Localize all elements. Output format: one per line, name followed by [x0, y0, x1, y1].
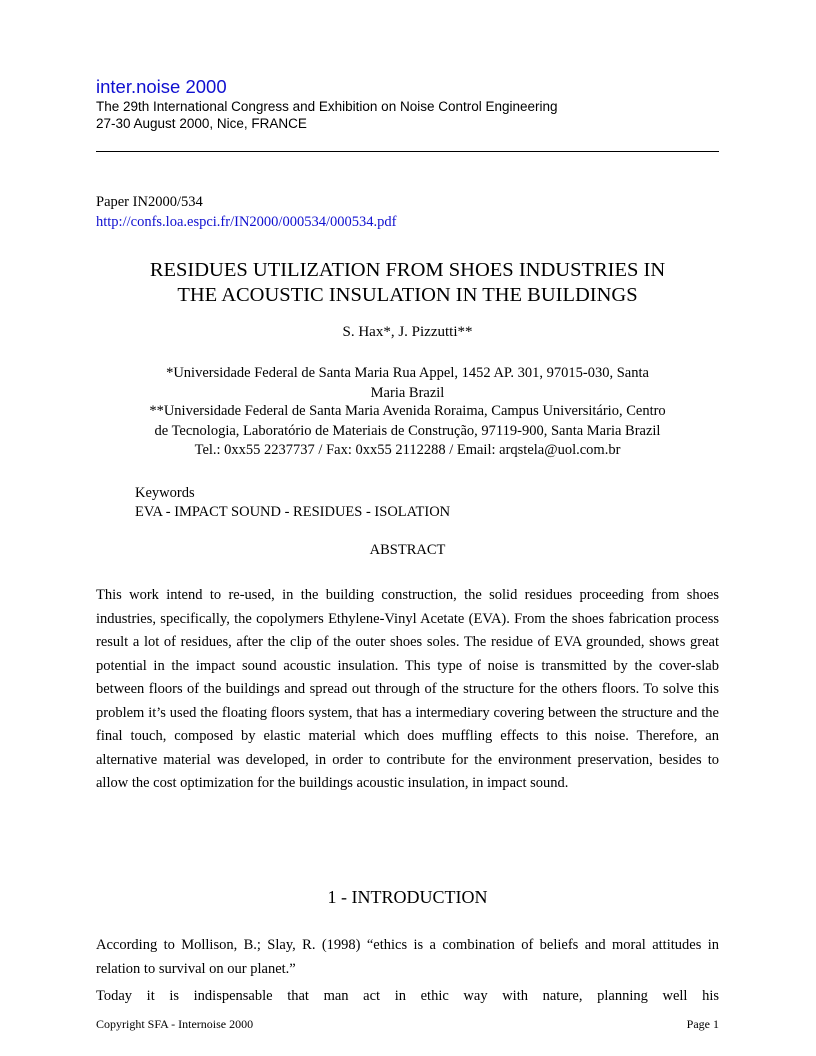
header-divider — [96, 151, 719, 152]
affiliation-line: de Tecnologia, Laboratório de Materiais de Construção, 97119-900, Santa Maria Brazil — [154, 422, 661, 439]
footer-page-number: Page 1 — [686, 1017, 719, 1031]
paper-page — [96, 0, 719, 1056]
paper-title — [96, 258, 719, 308]
footer-copyright: Copyright SFA - Internoise 2000 — [96, 1017, 254, 1031]
abstract-heading: ABSTRACT — [369, 542, 446, 558]
introduction-paragraph: According to Mollison, B.; Slay, R. (1998) “ethics is a combination of beliefs and moral attitudes in relation to survival on our planet.” — [96, 937, 719, 977]
introduction-heading: 1 - INTRODUCTION — [327, 887, 488, 907]
affiliation-line: Tel.: 0xx55 2237737 / Fax: 0xx55 2112288 / Email: arqstela@uol.com.br — [194, 442, 621, 458]
affiliation-2 — [96, 402, 719, 461]
affiliation-line: Maria Brazil — [370, 384, 445, 401]
paper-title-line: RESIDUES UTILIZATION FROM SHOES INDUSTRIES IN — [149, 259, 666, 281]
affiliation-line: *Universidade Federal de Santa Maria Rua Appel, 1452 AP. 301, 97015-030, Santa — [166, 365, 649, 381]
affiliation-1 — [96, 364, 719, 403]
conference-full-title: The 29th International Congress and Exhibition on Noise Control Engineering — [96, 99, 558, 114]
paper-title-line: THE ACOUSTIC INSULATION IN THE BUILDINGS — [177, 284, 638, 306]
conference-header — [96, 76, 719, 132]
conference-dates-location: 27-30 August 2000, Nice, FRANCE — [96, 116, 307, 131]
conference-name: inter.noise 2000 — [96, 76, 227, 97]
introduction-paragraph-line: Today it is indispensable that man act in ethic way with nature, planning well his — [96, 988, 719, 1004]
paper-authors: S. Hax*, J. Pizzutti** — [342, 324, 473, 340]
affiliation-line: **Universidade Federal de Santa Maria Avenida Roraima, Campus Universitário, Centro — [149, 403, 666, 419]
paper-id: Paper IN2000/534 — [96, 194, 203, 210]
abstract-text: This work intend to re-used, in the building construction, the solid residues proceeding from shoes industries, specifically, the copolymers Ethylene-Vinyl Acetate (EVA). From the shoes fabrication process result a lot of residues, after the clip of the outer shoes soles. The residue of EVA grounded, shows great potential in the impact sound acoustic insulation. This type of noise is transmitted by the cover-slab between floors of the buildings and spread out through of the structure for the others floors. To solve this problem it’s used the floating floors system, that has a intermediary covering between the structure and the final touch, composed by elastic material which does muffling effects to this noise. Therefore, an alternative material was developed, in order to contribute for the environment preservation, besides to allow the cost optimization for the buildings acoustic insulation, in impact sound. — [96, 587, 719, 791]
paper-url-link[interactable]: http://confs.loa.espci.fr/IN2000/000534/000534.pdf — [96, 214, 397, 230]
paper-reference — [96, 192, 396, 232]
introduction-paragraph — [96, 985, 719, 1009]
keywords-list: EVA - IMPACT SOUND - RESIDUES - ISOLATION — [135, 504, 451, 520]
keywords-block — [135, 484, 450, 522]
keywords-label: Keywords — [135, 485, 195, 501]
